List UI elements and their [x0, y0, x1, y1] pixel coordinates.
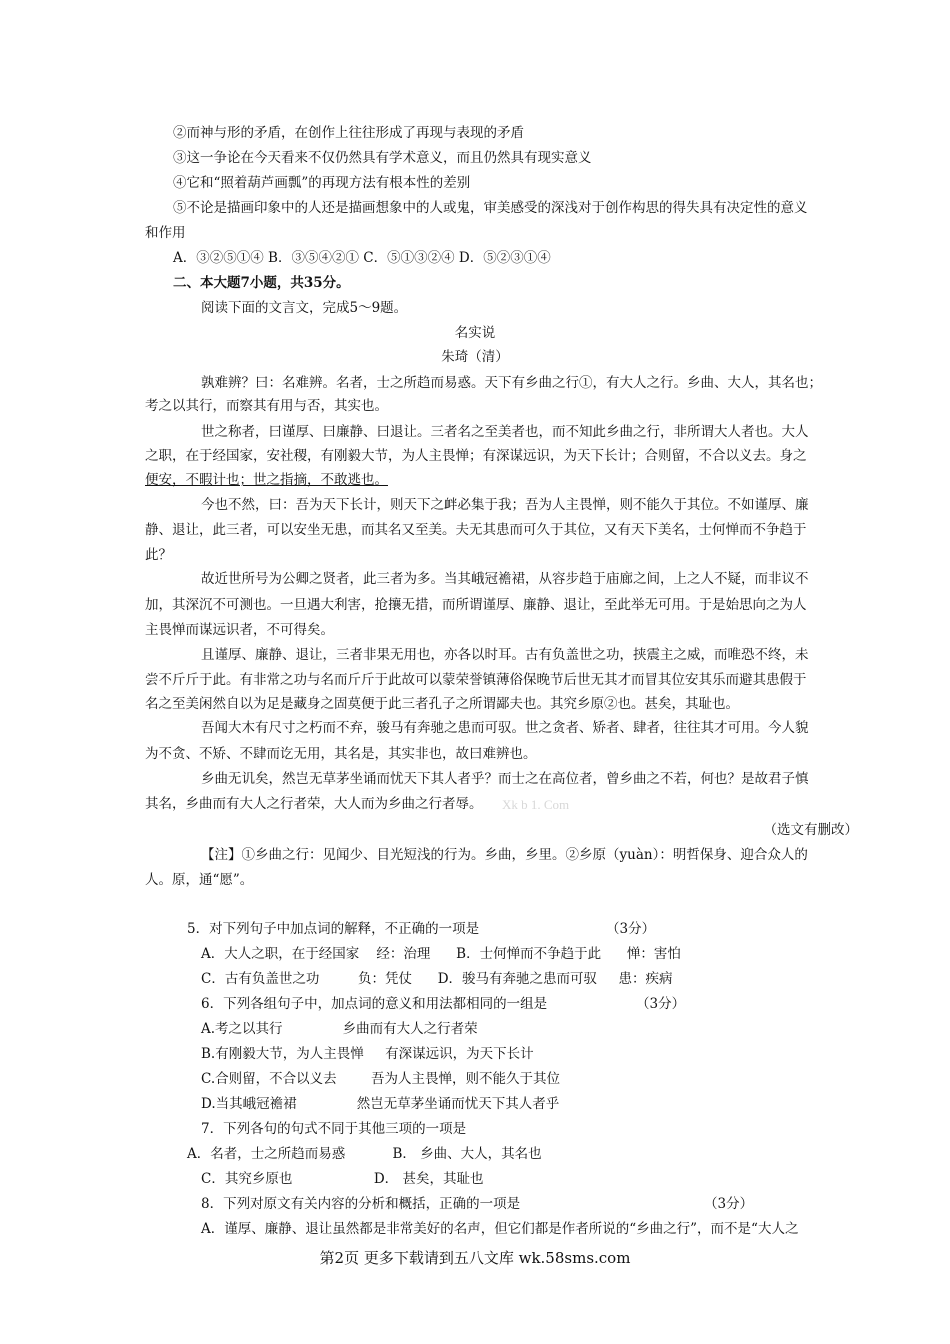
- passage-line: 世之称者，曰谨厚、曰廉静、曰退让。三者名之至美者也，而不知此乡曲之行，非所谓大人者也。大人: [201, 424, 809, 440]
- passage-line: 静、退让，此三者，可以安坐无患，而其名又至美。夫无其患而可久于其位，又有天下美名，士何惮而不争趋于: [145, 522, 807, 538]
- q7-options-cd: C．其究乡原也 D． 甚矣，其耻也: [201, 1171, 484, 1187]
- passage-line: 为不贪、不矫、不肆而讫无用，其名是，其实非也，故曰难辨也。: [145, 746, 537, 762]
- q7-stem: 7．下列各句的句式不同于其他三项的一项是: [201, 1121, 467, 1137]
- passage-line: 吾闻大木有尺寸之朽而不弃，骏马有奔驰之患而可驭。世之贪者、矫者、肆者，往往其才可用。今人貌: [201, 720, 809, 736]
- passage-author: 朱琦（清）: [441, 349, 509, 365]
- footnote: 【注】①乡曲之行：见闻少、目光短浅的行为。乡曲，乡里。②乡原（yuàn）：明哲保身、迎合众人的: [201, 847, 808, 863]
- q5-stem: 5．对下列句子中加点词的解释，不正确的一项是: [187, 921, 480, 937]
- q6-score: （3分）: [636, 996, 686, 1012]
- q5-score: （3分）: [606, 921, 656, 937]
- q8-score: （3分）: [704, 1196, 754, 1212]
- passage-line: 之职，在于经国家，安社稷，有刚毅大节，为人主畏惮；有深谋远识，为天下长计；合则留，不合以义去。身之: [145, 448, 807, 464]
- passage-line: 且谨厚、廉静、退让，三者非果无用也，亦各以时耳。古有负盖世之功，挟震主之威，而唯恐不终，未: [201, 647, 809, 663]
- passage-line: 今也不然，曰：吾为天下长计，则天下之衅必集于我；吾为人主畏惮，则不能久于其位。不如谨厚、廉: [201, 497, 809, 513]
- source-note: （选文有删改）: [763, 822, 858, 838]
- passage-title: 名实说: [454, 325, 496, 341]
- q6-option-c: C.合则留，不合以义去 吾为人主畏惮，则不能久于其位: [201, 1071, 560, 1087]
- footnote-cont: 人。原，通“愿”。: [145, 872, 254, 888]
- q6-stem: 6．下列各组句子中，加点词的意义和用法都相同的一组是: [201, 996, 548, 1012]
- passage-line: 尝不斤斤于此。有非常之功与名而斤斤于此故可以蒙荣誉镇薄俗保晚节后世无其才而冒其位安其乐而避其患假于: [145, 672, 807, 688]
- passage-line: 故近世所号为公卿之贤者，此三者为多。当其峨冠襜裙，从容步趋于庙廊之间，上之人不疑，而非议不: [201, 571, 809, 587]
- passage-line: 乡曲无讥矣，然岂无草茅坐诵而忧天下其人者乎？而士之在高位者，曾乡曲之不若，何也？是故君子慎: [201, 771, 809, 787]
- passage-line: 名之至美闲然自以为足是藏身之固莫便于此三者孔子之所谓鄙夫也。其究乡原②也。甚矣，其耻也。: [145, 696, 739, 712]
- option-5: ⑤不论是描画印象中的人还是描画想象中的人或鬼，审美感受的深浅对于创作构思的得失具有决定性的意义: [173, 200, 808, 216]
- q6-option-d: D.当其峨冠襜裙 然岂无草茅坐诵而忧天下其人者乎: [201, 1096, 560, 1112]
- passage-line: 加，其深沉不可测也。一旦遇大利害，抢攘无措，而所谓谨厚、廉静、退让，至此举无可用。于是始思向之为人: [145, 597, 807, 613]
- passage-line: 考之以其行，而察其有用与否，其实也。: [145, 398, 388, 414]
- option-5-cont: 和作用: [145, 225, 186, 241]
- passage-line: 此？: [145, 547, 172, 563]
- watermark: Xk b 1. Com: [502, 797, 570, 812]
- option-3: ③这一争论在今天看来不仅仍然具有学术意义，而且仍然具有现实意义: [173, 150, 592, 166]
- q5-options-ab: A．大人之职，在于经国家 经：治理 B．士何惮而不争趋于此 惮：害怕: [201, 946, 681, 962]
- option-2: ②而神与形的矛盾，在创作上往往形成了再现与表现的矛盾: [173, 125, 524, 141]
- answer-choices: A．③②⑤①④ B．③⑤④②① C．⑤①③②④ D．⑤②③①④: [173, 250, 551, 266]
- q5-options-cd: C．古有负盖世之功 负：凭仗 D．骏马有奔驰之患而可驭 患：疾病: [201, 971, 673, 987]
- q8-stem: 8．下列对原文有关内容的分析和概括，正确的一项是: [201, 1196, 521, 1212]
- passage-line: 孰难辨？曰：名难辨。名者，士之所趋而易惑。天下有乡曲之行①，有大人之行。乡曲、大人，其名也；: [201, 375, 822, 391]
- q8-option-a: A．谨厚、廉静、退让虽然都是非常美好的名声，但它们都是作者所说的“乡曲之行”，而不是“大人之: [201, 1221, 799, 1237]
- passage-line: 便安，不暇计也；世之指摘，不敢逃也。: [145, 472, 388, 488]
- section-heading: 二、本大题7小题，共35分。: [173, 275, 350, 291]
- page-footer: 第2页 更多下载请到五八文库 wk.58sms.com: [319, 1249, 631, 1267]
- instruction: 阅读下面的文言文，完成5～9题。: [201, 300, 408, 316]
- q6-option-b: B.有刚毅大节，为人主畏惮 有深谋远识，为天下长计: [201, 1046, 534, 1062]
- q7-options-ab: A．名者，士之所趋而易惑 B． 乡曲、大人，其名也: [187, 1146, 542, 1162]
- passage-line: 主畏惮而谋远识者，不可得矣。: [145, 622, 334, 638]
- q6-option-a: A.考之以其行 乡曲而有大人之行者荣: [201, 1021, 478, 1037]
- option-4: ④它和“照着葫芦画瓢”的再现方法有根本性的差别: [173, 175, 471, 191]
- passage-line: 其名，乡曲而有大人之行者荣，大人而为乡曲之行者辱。: [145, 796, 483, 812]
